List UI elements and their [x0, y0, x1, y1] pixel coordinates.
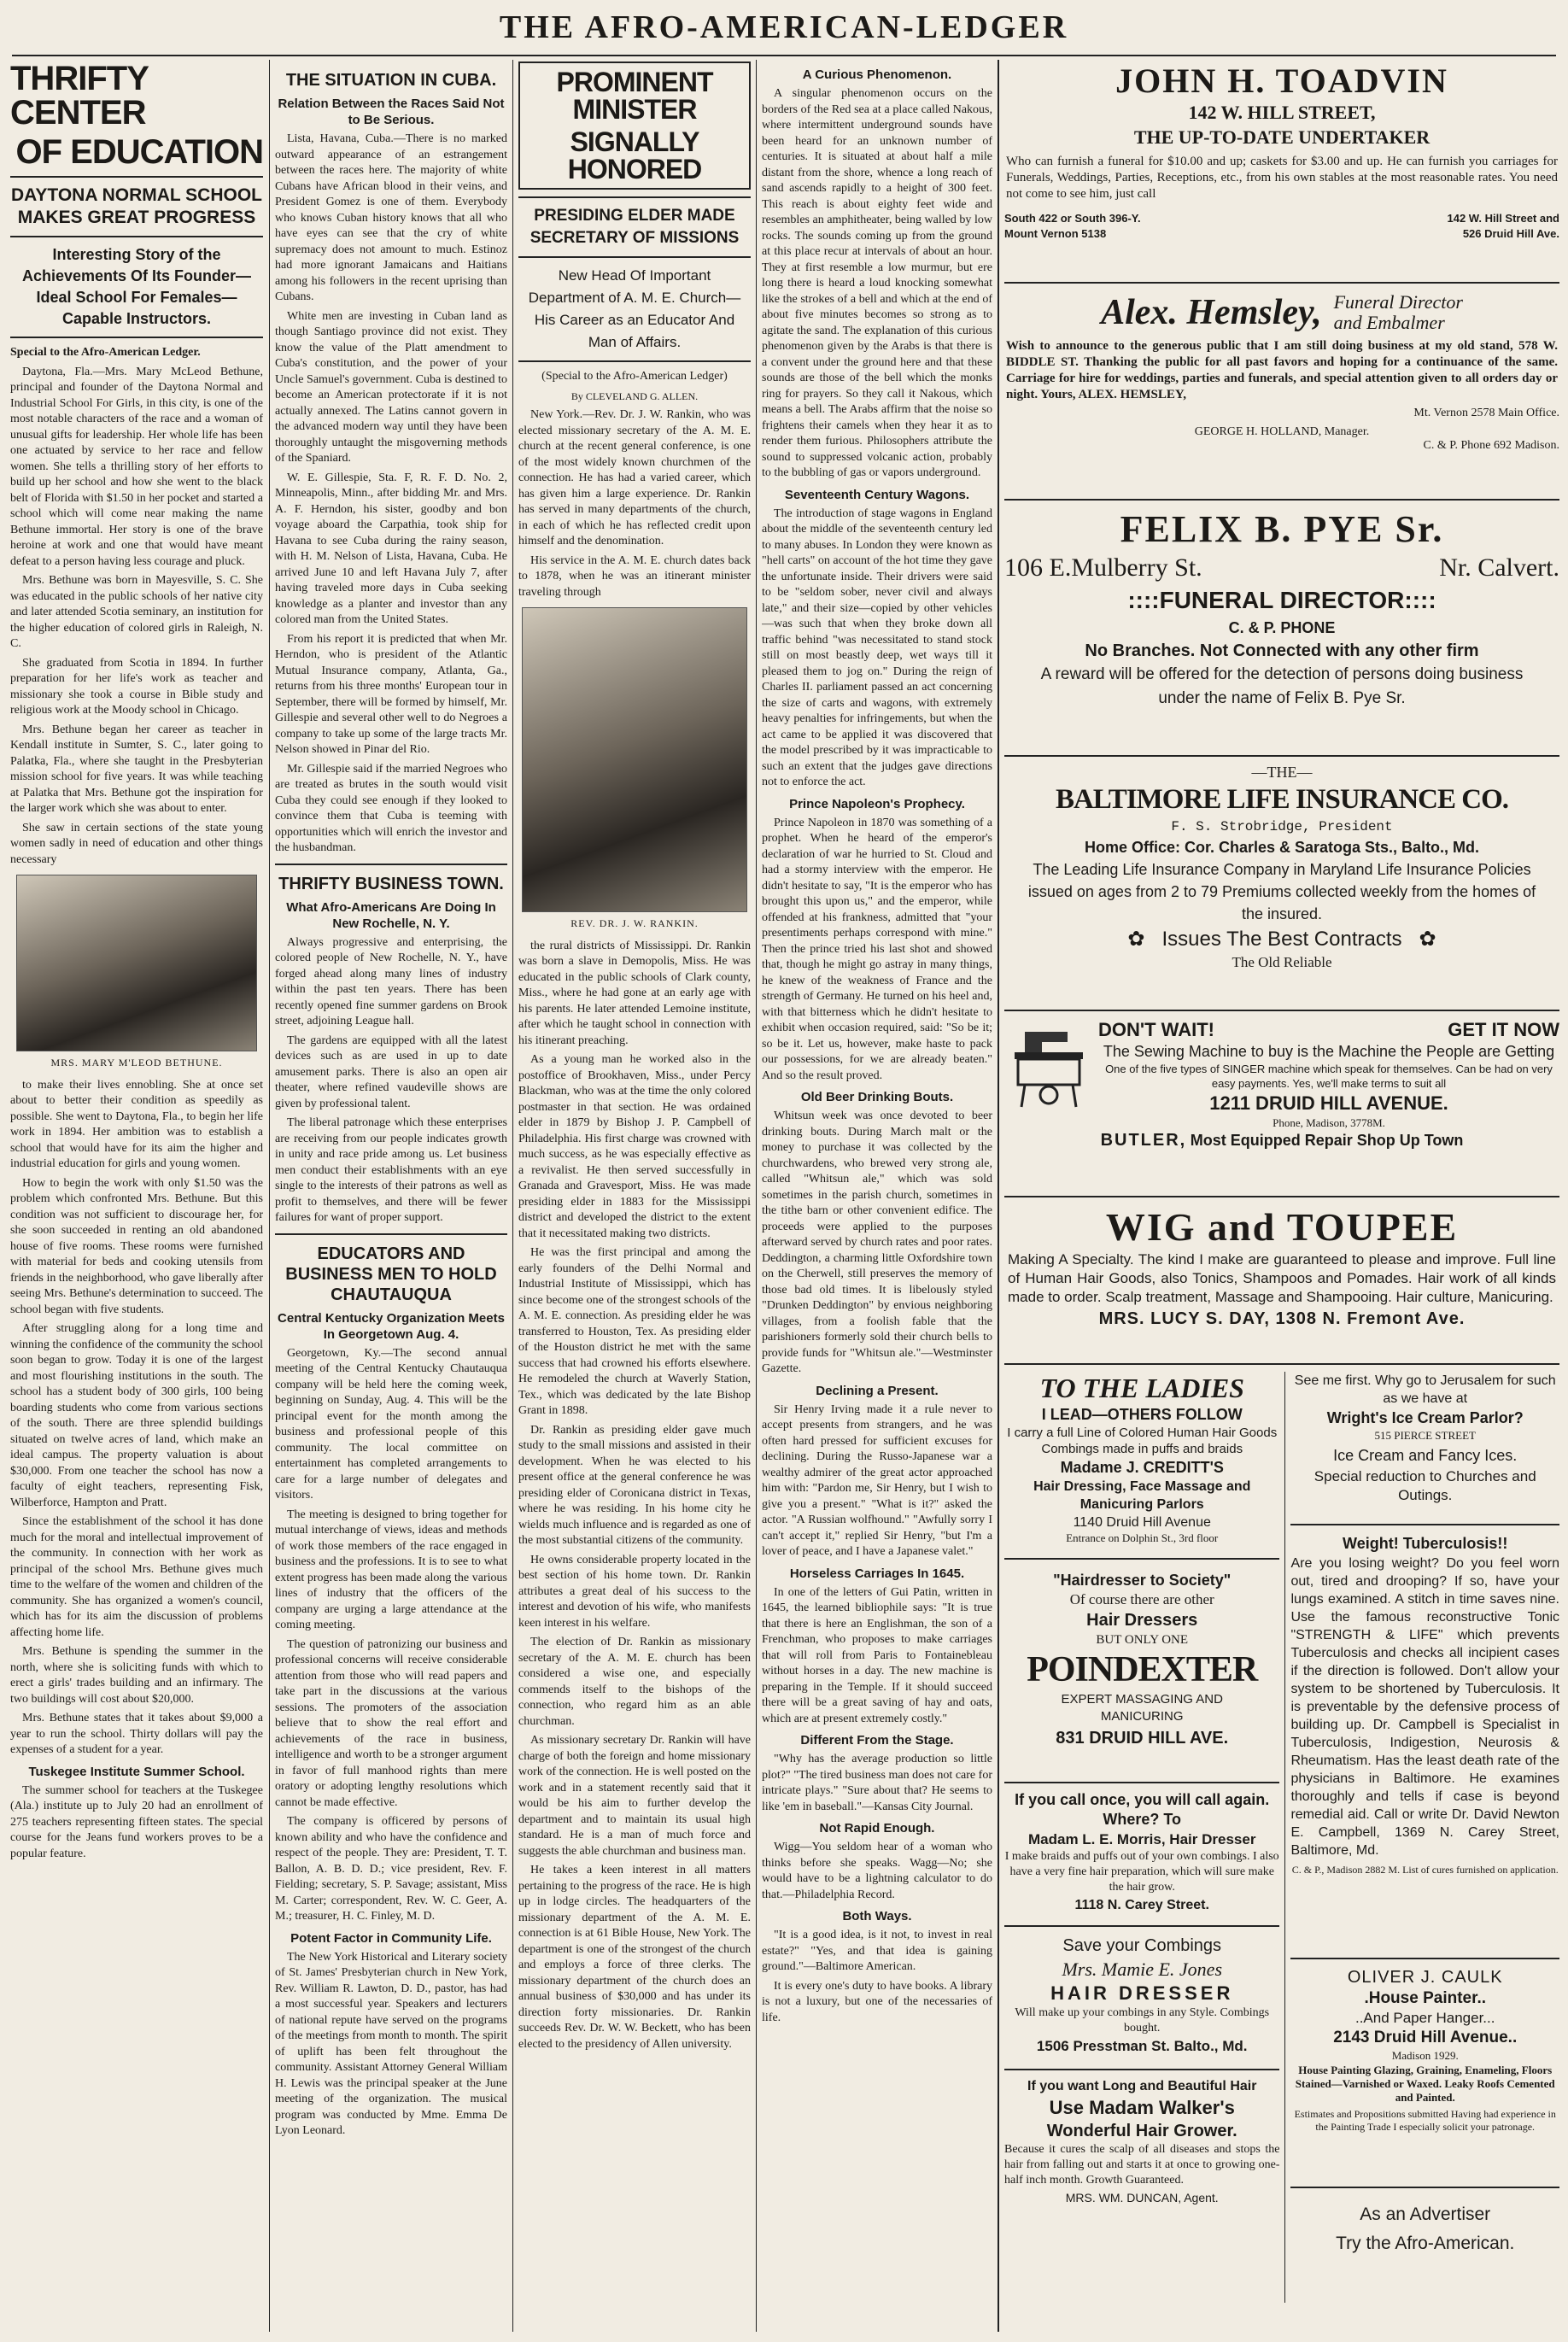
caulk-body2: Estimates and Propositions submitted Having had experience in the Painting Trade I especially solicit your patronage.	[1294, 2108, 1556, 2133]
tb-title: Weight! Tuberculosis!!	[1343, 1535, 1508, 1552]
paragraph: The New York Historical and Literary society of St. James' Presbyterian church in New York, Rev. William R. Lawton, D. D., pastor, has had a most successful year. Speakers and lecturers of national repute have served on the programs of the meetings from month to month. The spirit of uplift has been felt throughout the community. Assistant Attorney General William H. Lewis was the principal speaker at the June meeting of the organization. The musical program was conducted by Mme. Emma De Lyon Leonard.	[275, 1950, 507, 2137]
headline-signally-honored: SIGNALLY HONORED	[567, 126, 702, 184]
divider	[1290, 1524, 1559, 1525]
item-headline: Prince Napoleon's Prophecy.	[789, 796, 965, 811]
paragraph: Dr. Rankin as presiding elder gave much study to the small missions and assisted in their development. When he was elected to his present office at the general conference he was presiding elder of Coronicana district in Texas, where he was residing. In his home city he wields much influence and is regarded as one of the most substantial citizens of the community.	[518, 1423, 751, 1547]
poindexter-address: 831 DRUID HILL AVE.	[1056, 1729, 1229, 1748]
singer-header	[1098, 1018, 1559, 1042]
jones-head: Save your Combings	[1062, 1936, 1222, 1955]
ad-jones	[1004, 1934, 1279, 2062]
advertiser-line1: As an Advertiser	[1360, 2204, 1491, 2224]
subhead-cuba: Relation Between the Races Said Not to Be Serious.	[278, 97, 505, 127]
morris-head: If you call once, you will call again. Where? To	[1015, 1791, 1270, 1828]
singer-repair: Most Equipped Repair Shop Up Town	[1190, 1132, 1464, 1149]
paragraph: Lista, Havana, Cuba.—There is no marked outward appearance of an estrangement between the races here. The majority of white Cubans have African blood in their veins, and President Gomez is one of them. Everybody who knows Cuban history knows that all who have eyes can see that the cry of white supremacy does not amount to much. Estinoz had more ignorant Jamaicans and Haitians among his followers in the recent uprising than Cubans.	[275, 132, 507, 303]
toadvin-addresses	[1448, 211, 1560, 242]
paragraph: The liberal patronage which these enterprises are receiving from our people indicates growth in unity and race pride among us. Let business men conduct their establishments with an eye single to the interests of their patrons as well as profit to themselves, and there will be fewer failures for want of proper support.	[275, 1116, 507, 1224]
poindexter-line1: "Hairdresser to Society"	[1053, 1572, 1232, 1589]
item-headline: A Curious Phenomenon.	[802, 67, 952, 82]
walker-head: If you want Long and Beautiful Hair	[1027, 2079, 1257, 2093]
divider	[1004, 499, 1559, 501]
ladies-name: Madame J. CREDITT'S	[1060, 1459, 1224, 1476]
wig-body: Making A Specialty. The kind I make are guaranteed to please and improve. Full line of Human Hair Goods, also Tonics, Shampoos and Pomades. Hair work of all kinds made to order. Scalp treatment, Massage and Shampooing. Hair culture, Manicuring.	[1008, 1251, 1556, 1305]
paragraph: Georgetown, Ky.—The second annual meeting of the Central Kentucky Chautauqua company will be held here the coming week, beginning on Sunday, Aug. 4. This will be the principal event for the month among the business and professional people of this community. The local committee on entertainment has completed arrangements to care for a large number of delegates and visitors.	[275, 1346, 507, 1502]
column-1-bethune-article	[10, 61, 263, 2333]
ad-walker	[1004, 2077, 1279, 2231]
singer-butler: BUTLER,	[1100, 1131, 1187, 1150]
poindexter-line4: BUT ONLY ONE	[1096, 1633, 1189, 1647]
paragraph: After struggling along for a long time and winning the confidence of the community the school soon began to grow. Today it is one of the largest and most flourishing institutions in the south. The school has a student body of 300 girls, 100 being boarding students who come from various sections of the south. There are three splendid buildings situated on twelve acres of land, which make an ideal campus. The property valuation is about $30,000. From one teacher the school has now a faculty of eight teachers, representing Fisk, Wilberforce, Hampton and Pratt.	[10, 1322, 263, 1509]
ad-caulk	[1290, 1966, 1559, 2180]
baltimore-contracts-row	[1004, 925, 1559, 954]
column-2-news	[275, 61, 507, 2333]
baltimore-reliable: The Old Reliable	[1232, 954, 1332, 970]
baltimore-contracts: Issues The Best Contracts	[1161, 928, 1402, 951]
advertisements	[1004, 61, 1559, 2333]
jones-address: 1506 Presstman St. Balto., Md.	[1036, 2038, 1248, 2054]
divider	[1004, 1196, 1559, 1197]
paragraph: New York.—Rev. Dr. J. W. Rankin, who was elected missionary secretary of the A. M. E. church at the recent general conference, is one of the most widely known churchmen of the connection. He has had a varied career, which has given him a large experience. Dr. Rankin has served in many departments of the church, in each of which he has reflected credit upon himself and the denomination.	[518, 408, 751, 547]
divider	[1290, 2187, 1559, 2188]
subhead-department: New Head Of Important Department of A. M. E. Church—His Career as an Educator And Man of Affairs.	[528, 267, 741, 350]
phone-line: Mount Vernon 5138	[1004, 227, 1107, 240]
tb-phone: C. & P., Madison 2882 M. List of cures furnished on application.	[1291, 1864, 1559, 1876]
advertiser-line2: Try the Afro-American.	[1336, 2234, 1515, 2253]
pye-name: FELIX B. PYE Sr.	[1120, 508, 1444, 550]
divider	[1004, 2069, 1279, 2070]
headline-prominent-minister: PROMINENT MINISTER	[556, 67, 713, 125]
ad-baltimore-life	[1004, 764, 1559, 1003]
hemsley-manager: GEORGE H. HOLLAND, Manager.	[1194, 425, 1370, 438]
paragraph: The election of Dr. Rankin as missionary secretary of the A. M. E. church has been considered a wise one, and especially commends itself to the bishops of the connection, who regard him as an able churchman.	[518, 1636, 751, 1728]
item-text: "It is a good idea, is it not, to invest in real estate?" "Yes, and that idea is gaining ground."—Baltimore American.	[762, 1929, 992, 1973]
divider	[1004, 1782, 1279, 1783]
caulk-line1: .House Painter..	[1364, 1989, 1486, 2007]
ads-right-stack	[1290, 1372, 1559, 2303]
ladies-address: 1140 Druid Hill Avenue	[1073, 1515, 1211, 1530]
item-text: The introduction of stage wagons in England about the middle of the seventeenth century led to many abuses. In London they were known as "hell carts" on account of the hot time they gave the unfortunate inside. Their drivers were said to be "seldom sober, never civil and always late," and their size—copied by other vehicles—was such that when they broke down all traffic behind "was necessitated to stand stock still on most beastly deep, wet ways till it pleased them to jog on." During the reign of Charles II. parliament passed an act concerning the size of carts and wagons, with extremely heavy penalties for infringements, but when the act came to be applied it was discovered that the model prescribed by it was impracticable to such an extent that the judges gave directions not to enforce the act.	[762, 506, 992, 788]
caulk-body: House Painting Glazing, Graining, Enameling, Floors Stained—Varnished or Waxed. Leaky Roofs Cemented and Painted.	[1295, 2064, 1555, 2104]
singer-line1: The Sewing Machine to buy is the Machine the People are Getting	[1103, 1043, 1555, 1060]
ladies-service: Hair Dressing, Face Massage and Manicuring Parlors	[1033, 1479, 1251, 1512]
paragraph: Mrs. Bethune began her career as teacher in Kendall institute in Sumter, S. C., later going to Palatka, Fla., where she taught in the Presbyterian mission school for five years. It was while teaching at Palatka that Mrs. Bethune got the inspiration for the larger work which she was about to enter.	[10, 723, 263, 815]
item-headline: Seventeenth Century Wagons.	[784, 487, 970, 502]
singer-get-it: GET IT NOW	[1448, 1019, 1559, 1040]
wig-title: WIG and TOUPEE	[1105, 1205, 1459, 1249]
ad-wright-ice-cream	[1290, 1372, 1559, 1517]
headline-box	[518, 61, 751, 190]
paragraph: From his report it is predicted that when Mr. Herndon, who is president of the Atlantic Mutual Insurance company, Atlanta, Ga., returns from his three months' European tour in September, there will be formed by himself, Mr. Gillespie and several other well to do Negroes a company to take up some of the large tracts Mr. Nelson showed in Pinar del Rio.	[275, 632, 507, 756]
ladies-entrance: Entrance on Dolphin St., 3rd floor	[1066, 1531, 1219, 1544]
paragraph: The meeting is designed to bring together for mutual interchange of views, ideas and methods of work those members of the race engaged in business and the professions. It is to see to what extent progress has been made along the various lines of industry that the officers of the company are urging a large attendance at the coming meeting.	[275, 1508, 507, 1631]
baltimore-president: F. S. Strobridge, President	[1171, 819, 1393, 834]
address-line: 142 W. Hill Street and	[1447, 212, 1559, 225]
morris-address: 1118 N. Carey Street.	[1074, 1898, 1209, 1912]
masthead: THE AFRO-AMERICAN-LEDGER	[499, 9, 1069, 45]
divider	[1004, 282, 1559, 284]
jerusalem-items: Ice Cream and Fancy Ices.	[1333, 1447, 1518, 1464]
walker-body: Because it cures the scalp of all diseases and stops the hair from falling out and starts it at once to growing one-half inch month. Growth Guaranteed.	[1004, 2143, 1280, 2187]
divider	[275, 864, 507, 865]
morris-name: Madam L. E. Morris, Hair Dresser	[1028, 1831, 1256, 1847]
photo-caption: MRS. MARY M'LEOD BETHUNE.	[50, 1057, 223, 1069]
item-text: Sir Henry Irving made it a rule never to accept presents from strangers, and he was often hard pressed for sufficient excuses for declining. During the Russo-Japanese war a wealthy admirer of the great actor approached him with: "Pardon me, Sir Henry, but I wish to give you a present." "What is it?" asked the actor. "A Russian wolfhound." "Awfully sorry I can't accept it," replied Sir Henry, "but I'm a lover of peace, and I have a Japanese valet."	[762, 1402, 992, 1558]
ad-singer	[1004, 1018, 1559, 1189]
headline-chautauqua: EDUCATORS AND BUSINESS MEN TO HOLD CHAUTAUQUA	[285, 1244, 497, 1304]
paragraph: He owns considerable property located in the best section of his home town. Dr. Rankin attributes a great deal of his success to the interest and devotion of his wife, who manifests keen interest in his welfare.	[518, 1553, 751, 1630]
divider	[275, 1233, 507, 1235]
ads-left-stack	[1004, 1372, 1285, 2303]
divider	[518, 256, 751, 258]
divider	[518, 360, 751, 362]
baltimore-name: BALTIMORE LIFE INSURANCE CO.	[1055, 784, 1509, 815]
paragraph: to make their lives ennobling. She at once set about to better their condition as speedily as possible. She went to Daytona, Fla., to begin her life work in 1894. Her ambition was to establish a school that would have for its aim the higher and industrial education for girls and young women.	[10, 1078, 263, 1170]
pye-reward: A reward will be offered for the detection of persons doing business under the name of Felix B. Pye Sr.	[1040, 665, 1524, 707]
poindexter-line2: Of course there are other	[1069, 1591, 1214, 1607]
jerusalem-special: Special reduction to Churches and Outings.	[1313, 1468, 1536, 1503]
ad-to-the-ladies	[1004, 1372, 1279, 1551]
subhead-new-rochelle: What Afro-Americans Are Doing In New Rochelle, N. Y.	[286, 899, 496, 931]
item-text: It is every one's duty to have books. A library is not a luxury, but one of the necessaries of life.	[762, 1979, 992, 2024]
baltimore-office: Home Office: Cor. Charles & Saratoga Sts., Balto., Md.	[1084, 839, 1480, 856]
paragraph: He takes a keen interest in all matters pertaining to the progress of the race. He is high up in lodge circles. The headquarters of the missionary department of the A. M. E. connection is at 61 Bible House, New York. The department is one of the strongest of the church and employs a force of three clerks. The missionary department of the church does an annual business of $30,000 and has under its direction forty missionaries. Dr. Rankin succeeds Rev. Dr. W. W. Beckett, who has been elected to the presidency of Allen university.	[518, 1864, 751, 2051]
jones-name: Mrs. Mamie E. Jones	[1062, 1958, 1223, 1980]
hemsley-body: Wish to announce to the generous public that I am still doing business at my old stand, 578 W. BIDDLE ST. Thanking the public for all past favors and hoping for a continuance of the same. Carriage for hire for weddings, parties and funerals, and special attention given to all orders day or night. Yours, ALEX. HEMSLEY,	[1006, 339, 1558, 401]
phone-line: South 422 or South 396-Y.	[1004, 212, 1141, 225]
caulk-address: 2143 Druid Hill Avenue..	[1333, 2029, 1518, 2046]
toadvin-address: 142 W. HILL STREET,	[1188, 102, 1376, 123]
poindexter-service: EXPERT MASSAGING AND MANICURING	[1061, 1692, 1223, 1724]
poindexter-line3: Hair Dressers	[1086, 1611, 1198, 1630]
photo-caption: REV. DR. J. W. RANKIN.	[570, 917, 699, 929]
paragraph: Mrs. Bethune states that it takes about $9,000 a year to run the school. Thirty dollars will pay the expenses of a student for a year.	[10, 1712, 263, 1756]
paragraph: His service in the A. M. E. church dates back to 1878, when he was an itinerant minister traveling through	[518, 553, 751, 599]
ladies-body: I carry a full Line of Colored Human Hair Goods Combings made in puffs and braids	[1007, 1426, 1278, 1456]
item-headline: Declining a Present.	[816, 1383, 939, 1398]
ad-morris	[1004, 1790, 1279, 1918]
divider	[10, 337, 263, 338]
subhead-story: Interesting Story of the Achievements Of Its Founder—Ideal School For Females—Capable Instructors.	[21, 246, 252, 327]
ad-hemsley	[1004, 290, 1559, 492]
morris-body: I make braids and puffs out of your own combings. I also have a very fine hair preparation, which will sure make the hair grow.	[1004, 1850, 1279, 1894]
paragraph: Mr. Gillespie said if the married Negroes who are treated as brutes in the south would visit Cuba they could see enough if they looked to convince them that Cuba is teeming with opportunities which will enrich the investor and the husbandman.	[275, 762, 507, 854]
paragraph: Mrs. Bethune is spending the summer in the north, where she is soliciting funds with which to erect a girls' trades building and an infirmary. The two buildings will cost about $20,000.	[10, 1645, 263, 1706]
headline-thrifty-town: THRIFTY BUSINESS TOWN.	[278, 874, 504, 893]
caulk-name: OLIVER J. CAULK	[1347, 1968, 1503, 1987]
singer-dont-wait: DON'T WAIT!	[1098, 1019, 1214, 1040]
walker-sub: Wonderful Hair Grower.	[1046, 2122, 1237, 2140]
paragraph: As a young man he worked also in the postoffice of Brookhaven, Miss., under Percy Blackman, who was at the time the only colored postmaster in that section. He was ordained elder in 1879 by Bishop J. P. Campbell of Philadelphia. His first charge was crowned with much success, as he was especially effective as a revivalist. He then served successfully in Granada and Gravesport, Miss. He was made presiding elder in 1883 for the Mississippi district and developed the district to the extent that it necessitated making two districts.	[518, 1053, 751, 1240]
pye-corner: Nr. Calvert.	[1439, 553, 1559, 582]
paragraph: How to begin the work with only $1.50 was the problem which confronted Mrs. Bethune. But this condition was not sufficient to discourage her, for she soon succeeded in renting an old abandoned house of five rooms. These rooms were furnished with material for beds and cooking utensils from friends in the neighborhood, who gave liberally after seeing Mrs. Bethune's determination to succeed. The school began with five students.	[10, 1176, 263, 1316]
item-text: Whitsun week was once devoted to beer drinking bouts. During March malt or the money to purchase it was collected by the churchwardens, who brewed very strong ale, called "Whitsun ale," which was sold sometimes in the parish church, sometimes in the tithe barn or other convenient edifice. The proceeds were applied to the purposes afterward served by church rates and poor rates. Deddington, a charming little Oxfordshire town on the Cherwell, still preserves the memory of those bad old times. It is libelously styled "Drunken Deddington" by envious neighboring villages, from a foolish fable that the parishioners formerly sold their church bells to provide funds for "Whitsun ale."—Westminster Gazette.	[762, 1110, 992, 1375]
pye-location	[1004, 552, 1559, 584]
paragraph: Since the establishment of the school it has done much for the moral and intellectual improvement of the community. In connection with her work as principal of the school Mrs. Bethune gives much time to the welfare of the women and children of the community. She has organized a women's council, which has for its aim the discussion of problems affecting home life.	[10, 1515, 263, 1639]
paragraph: He was the first principal and among the early founders of the Delhi Normal and Industrial Institute of Mississippi, which has since become one of the strongest schools of the A. M. E. connection. As presiding elder he was transferred to Houston, Tex. As presiding elder of the Houston district he met with the same success that had crowned his efforts elsewhere. He remodeled the church at Waverly Station, Tex., which was dedicated by the late Bishop Grant in 1898.	[518, 1246, 751, 1417]
headline-of-education: OF EDUCATION	[15, 133, 263, 171]
column-rule-3	[756, 60, 757, 2332]
dateline: (Special to the Afro-American Ledger)	[541, 370, 728, 383]
address-line: 526 Druid Hill Ave.	[1462, 227, 1559, 240]
jones-body: Will make up your combings in any Style. Combings bought.	[1015, 2006, 1270, 2035]
pye-title: ::::FUNERAL DIRECTOR::::	[1127, 587, 1436, 613]
divider	[1290, 1958, 1559, 1959]
paragraph: She saw in certain sections of the state young women sadly in need of education and other things necessary	[10, 821, 263, 866]
paragraph: White men are investing in Cuban land as though Santiago province did not exist. They know the value of the Platt amendment to Cuba's constitution, and the power of your Uncle Samuel's government. Cuba is destined to become an American protectorate if it is not actually annexed. The Latins cannot govern in the advanced modern way until they have been thoroughly untaught the misgoverning methods of the Spaniard.	[275, 309, 507, 465]
ad-tuberculosis	[1290, 1532, 1559, 1951]
divider	[1004, 1363, 1559, 1365]
item-headline: Both Ways.	[842, 1909, 912, 1923]
ad-advertiser	[1290, 2200, 1559, 2303]
ad-poindexter	[1004, 1570, 1279, 1775]
poindexter-name: POINDEXTER	[1027, 1650, 1258, 1689]
column-rule-4	[998, 60, 999, 2332]
column-3-rankin-article	[518, 61, 751, 2333]
ladies-lead: I LEAD—OTHERS FOLLOW	[1041, 1406, 1243, 1423]
ad-toadvin	[1004, 61, 1559, 275]
item-text: "Why has the average production so little plot?" "The tired business man does not care for intricate plays." "Sure about that? He seems to like 'em in baseball."—Kansas City Journal.	[762, 1753, 992, 1813]
item-headline: Horseless Carriages In 1645.	[789, 1566, 965, 1581]
paragraph: The company is officered by persons of known ability and who have the confidence and respect of the people. They are: President, T. T. Ballon, A. B. D. D.; vice president, Rev. F. Fielding; secretary, S. P. Savage; assistant, Miss M. Carter; correspondent, Rev. W. C. Geer, A. M.; treasurer, H. C. Finley, M. D.	[275, 1815, 507, 1923]
toadvin-phones	[1004, 211, 1141, 242]
column-4-miscellany	[762, 61, 992, 2333]
divider	[1004, 755, 1559, 757]
caulk-phone: Madison 1929.	[1391, 2049, 1459, 2062]
headline-potent-factor: Potent Factor in Community Life.	[290, 1930, 492, 1946]
toadvin-body: Who can furnish a funeral for $10.00 and up; caskets for $3.00 and up. He can furnish you carriages for Funerals, Weddings, Parties, Receptions, etc., from his own stables at the most reasonable rates. You need not come to see him, just call	[1006, 155, 1558, 201]
headline-cuba: THE SITUATION IN CUBA.	[285, 71, 497, 90]
subhead-kentucky: Central Kentucky Organization Meets In Georgetown Aug. 4.	[278, 1310, 505, 1342]
pye-phone: C. & P. PHONE	[1228, 619, 1336, 636]
flower-icon: ✿	[1127, 928, 1145, 951]
headline-thrifty-center: THRIFTY CENTER	[10, 61, 149, 132]
paragraph: As missionary secretary Dr. Rankin will have charge of both the foreign and home missionary work of the connection. He is well posted on the work and in a statement recently said that it would be his aim to further develop the department and to maintain its usual high standard. He is a man of much force and suggests the able churchman and business man.	[518, 1734, 751, 1858]
hemsley-office: Mt. Vernon 2578 Main Office.	[1413, 407, 1559, 419]
tuskegee-headline: Tuskegee Institute Summer School.	[28, 1764, 245, 1779]
jerusalem-street: 515 PIERCE STREET	[1374, 1429, 1476, 1442]
sewing-machine-icon	[1008, 1022, 1090, 1110]
baltimore-the: —THE—	[1251, 764, 1313, 781]
toadvin-contacts	[1004, 211, 1559, 242]
tb-body: Are you losing weight? Do you feel worn out, tired and drooping? If so, have your lungs examined. A stitch in time saves nine. Use the famous reconstructive Tonic "STRENGTH & LIFE" which prevents Tuberculosis and checks all incipient cases if the direction is followed. Don't allow your system to be shortened by Tuberculosis. It is preventable by the defensive process of building up. Dr. Campbell is Specialist in Tuberculosis, Indigestion, Neurosis & Rheumatism. Has the least death rate of the physicians in Baltimore. He examines thoroughly and tells if case is beyond remedial aid. Call or write Dr. David Newton E. Campbell, 1369 N. Carey Street, Baltimore, Md.	[1290, 1556, 1559, 1858]
hemsley-phone: C. & P. Phone 692 Madison.	[1423, 439, 1559, 452]
paragraph: Mrs. Bethune was born in Mayesville, S. C. She was educated in the public schools of her native city and later attended Scotia seminary, an institution for the higher education of colored girls in Raleigh, N. C.	[10, 574, 263, 650]
paragraph: The summer school for teachers at the Tuskegee (Ala.) institute up to July 20 had an enrollment of 275 teachers representing fifteen states. The special course for the Jeans fund workers proves to be a popular feature.	[10, 1783, 263, 1860]
byline: By CLEVELAND G. ALLEN.	[570, 389, 699, 402]
ads-split	[1004, 1372, 1559, 2303]
paragraph: Always progressive and enterprising, the colored people of New Rochelle, N. Y., have forged ahead along many lines of industry within the past ten years. There has been recently opened fine summer gardens on Brook street, adjoining League hall.	[275, 935, 507, 1028]
baltimore-body: The Leading Life Insurance Company in Maryland Life Insurance Policies issued on ages from 2 to 79 Premiums collected weekly from the homes of the insured.	[1027, 861, 1536, 922]
pye-street: 106 E.Mulberry St.	[1004, 553, 1202, 582]
singer-line2: One of the five types of SINGER machine which speak for themselves. Can be had on very easy payments. Yes, we'll make terms to suit all	[1105, 1063, 1553, 1090]
toadvin-tagline: THE UP-TO-DATE UNDERTAKER	[1133, 126, 1431, 148]
item-headline: Not Rapid Enough.	[819, 1821, 935, 1836]
bethune-portrait	[16, 875, 257, 1051]
divider	[1004, 1925, 1279, 1927]
item-text: Prince Napoleon in 1870 was something of a prophet. When he heard of the emperor's declaration of war he hurried to St. Cloud and had a stormy interview with the emperor. He didn't hesitate to say, "It is the emperor who has brought this upon us," and the emperor, while offended at his frankness, admitted that "your presentiments perhaps correspond with mine." Then the prince tried his last shot and showed that, though he might go astray in many things, he knew of the weakness of France and the strength of Germany. He turned on his heel and, with that bitterness which he didn't hesitate to exhibit when occasion required, said: "So be it; so be it. Let us, however, make haste to pack our possessions, for we are already beaten." And so the result proved.	[762, 816, 992, 1082]
item-headline: Old Beer Drinking Bouts.	[800, 1090, 954, 1104]
column-rule-2	[512, 60, 513, 2332]
subhead-daytona: DAYTONA NORMAL SCHOOL MAKES GREAT PROGRESS	[10, 185, 263, 227]
hemsley-title	[1334, 292, 1463, 333]
ad-pye	[1004, 507, 1559, 748]
toadvin-name: JOHN H. TOADVIN	[1115, 61, 1448, 100]
singer-footer	[1004, 1130, 1559, 1151]
walker-agent: MRS. WM. DUNCAN, Agent.	[1065, 2191, 1219, 2204]
jones-title: HAIR DRESSER	[1050, 1982, 1234, 2004]
divider	[10, 236, 263, 237]
paragraph: She graduated from Scotia in 1894. In further preparation for her life's work as teacher and missionary she took a course in Bible study and religious work at the Moody school in Chicago.	[10, 656, 263, 717]
dateline: Special to the Afro-American Ledger.	[10, 346, 201, 359]
pye-branches: No Branches. Not Connected with any other firm	[1085, 641, 1479, 660]
item-text: Wigg—You seldom hear of a woman who thinks before she speaks. Wagg—No; she would have to be a lightning calculator to do that.—Philadelphia Record.	[762, 1841, 992, 1901]
title-line: and Embalmer	[1333, 312, 1445, 333]
item-headline: Different From the Stage.	[800, 1733, 954, 1748]
paragraph: W. E. Gillespie, Sta. F, R. F. D. No. 2, Minneapolis, Minn., after bidding Mr. and Mrs. A. F. Herndon, his sister, goodby and bon voyage aboard the Carpathia, took ship for Havana to see Cuba during the rainy season, with H. M. Nelson of Lista, Havana, Cuba. He arrived June 10 and left Havana July 7, after having traveled more days in Cuba seeking knowledge as a planter and investor than any colored man from the United States.	[275, 471, 507, 626]
divider	[10, 176, 263, 178]
flower-icon: ✿	[1419, 928, 1436, 951]
divider	[1004, 1010, 1559, 1011]
divider	[518, 196, 751, 198]
rankin-portrait	[522, 607, 747, 912]
item-text: A singular phenomenon occurs on the borders of the Red sea at a place called Nakous, where intermittent underground sounds have been heard for an unknown number of centuries. It is situated at about half a mile distant from the shore, whence a long reach of sand ascends rapidly to a height of 300 feet. This reach is about eighty feet wide and resembles an amphitheater, being walled by low rocks. The sounds coming up from the ground at this place recur at intervals of about an hour. They at first resemble a low murmur, but ere long there is heard a loud knocking somewhat like the strokes of a bell and which at the end of about five minutes becomes so strong as to agitate the sand. The explanation of this curious phenomenon given by the Arabs is that there is a convent under the ground here and that these sounds are those of the bell which the monks ring for prayers. So they call it Nakous, which means a bell. The Arabs affirm that the noise so frightens their camels when they hear it as to render them furious. Philosophers attribute the sound to suppressed volcanic action, probably to the bubbling of gas or vapors underground.	[762, 87, 992, 479]
singer-address: 1211 DRUID HILL AVENUE.	[1209, 1092, 1448, 1114]
paragraph: The question of patronizing our business and professional concerns will receive considerable attention from those who will read papers and take part in the discussions at the various sessions. The promoters of the association believe that to show the real effort and achievements of the race in business, intelligence and worth to be a stronger argument in favor of full manhood rights than mere oratory or adopting lengthy resolutions which cannot be made effective.	[275, 1637, 507, 1809]
column-rule-1	[269, 60, 270, 2332]
walker-name: Use Madam Walker's	[1049, 2097, 1235, 2118]
paragraph: Daytona, Fla.—Mrs. Mary McLeod Bethune, principal and founder of the Daytona Normal and Industrial School For Girls, in this city, is one of the most notable characters of the race and a woman of unusual gifts for leadership. Her whole life has been one actuated by service to her race and fellow women. She tells a thrilling story of her efforts to build up her school and how she went to the black belt of Florida with $1.50 in her pocket and started a school which will come near making the name Bethune immortal. Her story is one of the brave heroine at work and one that would have meant defeat to a person having less courage and pluck.	[10, 365, 263, 568]
jerusalem-name: Wright's Ice Cream Parlor?	[1326, 1409, 1524, 1426]
hemsley-name: Alex. Hemsley,	[1101, 293, 1322, 332]
subhead-presiding-elder: PRESIDING ELDER MADE SECRETARY OF MISSIONS	[529, 207, 740, 247]
ladies-title: TO THE LADIES	[1039, 1373, 1244, 1403]
ad-wig-toupee	[1004, 1204, 1559, 1356]
caulk-line2: ..And Paper Hanger...	[1354, 2010, 1495, 2026]
wig-name: MRS. LUCY S. DAY, 1308 N. Fremont Ave.	[1098, 1309, 1466, 1328]
paragraph: The gardens are equipped with all the latest devices such as are used in up to date amusement parks. There is also an open air theater, where refined vaudeville shows are given by professional talent.	[275, 1033, 507, 1110]
masthead-rule	[12, 55, 1556, 56]
jerusalem-body: See me first. Why go to Jerusalem for such as we have at	[1294, 1373, 1556, 1406]
paragraph: the rural districts of Mississippi. Dr. Rankin was born a slave in Demopolis, Miss. He was educated in the public schools of Clark county, Miss., where he had gone at an early age with his parents. He later attended Lemoine institute, after which he taught school in connection with his itinerant preaching.	[518, 939, 751, 1047]
divider	[1004, 1558, 1279, 1560]
item-text: In one of the letters of Gui Patin, written in 1645, the learned bibliophile says: "It is true that there is here an Englishman, the son of a Frenchman, who proposes to make carriages that will roll from Paris to Fontainebleau without horses in a day. The new machine is preparing in the Temple. If it should succeed there will be a great saving of hay and oats, which are at present extremely costly."	[762, 1585, 992, 1725]
title-line: Funeral Director	[1333, 291, 1463, 313]
singer-phone: Phone, Madison, 3778M.	[1273, 1116, 1385, 1129]
